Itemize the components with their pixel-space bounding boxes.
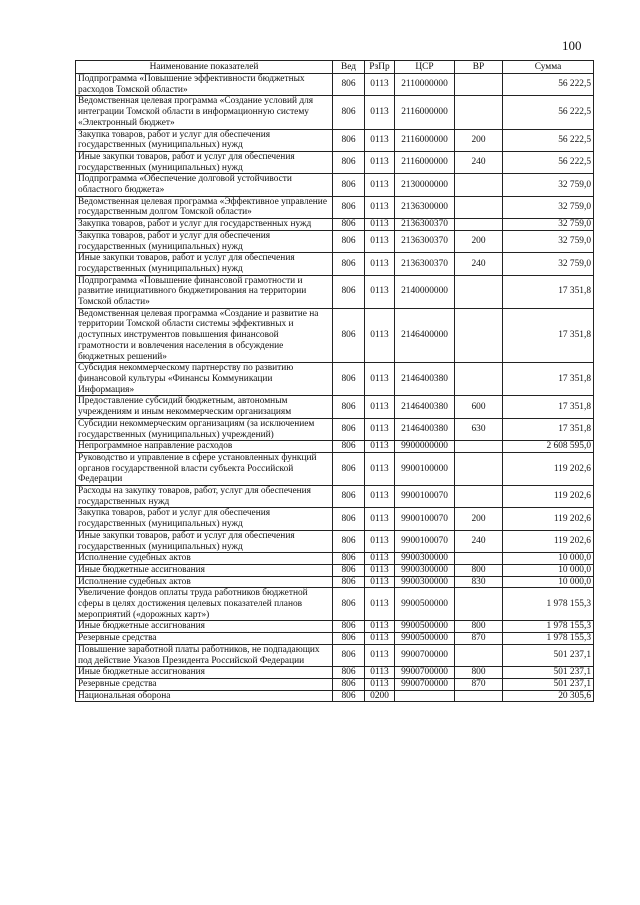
row-name-cell: Руководство и управление в сфере установленных функций органов государственной власти субъекта Российской Федерации	[76, 452, 333, 485]
row-vr-cell	[455, 441, 503, 453]
row-name-cell: Подпрограмма «Повышение эффективности бюджетных расходов Томской области»	[76, 74, 333, 96]
row-ved-cell: 806	[333, 129, 365, 151]
table-row	[76, 588, 594, 621]
header-rzpr: РзПр	[365, 61, 395, 74]
row-vr-cell	[455, 452, 503, 485]
row-vr-cell	[455, 174, 503, 196]
row-ved-cell: 806	[333, 553, 365, 565]
row-rzpr-cell: 0113	[365, 486, 395, 508]
row-name-cell: Ведомственная целевая программа «Эффективное управление государственным долгом Томской области»	[76, 196, 333, 218]
row-name-cell: Субсидии некоммерческим организациям (за исключением государственных (муниципальных) учреждений)	[76, 418, 333, 440]
row-csr-cell: 2136300000	[395, 196, 455, 218]
row-sum-cell: 501 237,1	[503, 644, 594, 666]
row-vr-cell: 200	[455, 129, 503, 151]
header-sum: Сумма	[503, 61, 594, 74]
row-vr-cell: 200	[455, 508, 503, 530]
row-name-cell: Увеличение фондов оплаты труда работников бюджетной сферы в целях достижения целевых показателей планов мероприятий («дорожных карт»)	[76, 588, 333, 621]
row-rzpr-cell: 0113	[365, 452, 395, 485]
table-row	[76, 530, 594, 552]
row-ved-cell: 806	[333, 690, 365, 702]
row-name-cell: Подпрограмма «Обеспечение долговой устойчивости областного бюджета»	[76, 174, 333, 196]
page-number: 100	[562, 38, 582, 53]
row-sum-cell: 17 351,8	[503, 308, 594, 363]
row-sum-cell: 10 000,0	[503, 576, 594, 588]
row-rzpr-cell: 0113	[365, 678, 395, 690]
table-row	[76, 74, 594, 96]
row-ved-cell: 806	[333, 74, 365, 96]
row-ved-cell: 806	[333, 530, 365, 552]
row-csr-cell: 2116000000	[395, 96, 455, 129]
row-sum-cell: 17 351,8	[503, 363, 594, 396]
row-sum-cell: 1 978 155,3	[503, 621, 594, 633]
row-rzpr-cell: 0113	[365, 253, 395, 275]
row-ved-cell: 806	[333, 441, 365, 453]
row-csr-cell: 9900100070	[395, 486, 455, 508]
row-rzpr-cell: 0113	[365, 553, 395, 565]
row-csr-cell: 9900500000	[395, 588, 455, 621]
row-csr-cell: 9900100070	[395, 530, 455, 552]
row-sum-cell: 1 978 155,3	[503, 588, 594, 621]
row-csr-cell: 9900300000	[395, 553, 455, 565]
table-row	[76, 644, 594, 666]
row-ved-cell: 806	[333, 644, 365, 666]
row-name-cell: Иные закупки товаров, работ и услуг для обеспечения государственных (муниципальных) нужд	[76, 151, 333, 173]
row-vr-cell: 600	[455, 396, 503, 418]
row-vr-cell	[455, 553, 503, 565]
row-csr-cell: 9900100000	[395, 452, 455, 485]
row-sum-cell: 119 202,6	[503, 508, 594, 530]
row-name-cell: Ведомственная целевая программа «Создание условий для интеграции Томской области в информационную систему «Электронный бюджет»	[76, 96, 333, 129]
row-sum-cell: 32 759,0	[503, 253, 594, 275]
row-ved-cell: 806	[333, 667, 365, 679]
row-vr-cell: 830	[455, 576, 503, 588]
row-csr-cell: 9900000000	[395, 441, 455, 453]
row-sum-cell: 32 759,0	[503, 219, 594, 231]
row-vr-cell	[455, 644, 503, 666]
row-csr-cell: 2136300370	[395, 230, 455, 252]
row-rzpr-cell: 0113	[365, 644, 395, 666]
table-row	[76, 219, 594, 231]
row-vr-cell: 870	[455, 633, 503, 645]
row-ved-cell: 806	[333, 253, 365, 275]
row-vr-cell: 800	[455, 667, 503, 679]
row-ved-cell: 806	[333, 308, 365, 363]
row-sum-cell: 56 222,5	[503, 151, 594, 173]
row-csr-cell: 2110000000	[395, 74, 455, 96]
row-csr-cell: 2140000000	[395, 275, 455, 308]
row-vr-cell: 800	[455, 564, 503, 576]
row-vr-cell	[455, 363, 503, 396]
table-row	[76, 441, 594, 453]
table-row	[76, 486, 594, 508]
budget-table	[75, 60, 594, 702]
table-row	[76, 690, 594, 702]
row-sum-cell: 119 202,6	[503, 530, 594, 552]
row-sum-cell: 501 237,1	[503, 667, 594, 679]
row-vr-cell	[455, 275, 503, 308]
row-rzpr-cell: 0113	[365, 275, 395, 308]
row-rzpr-cell: 0113	[365, 174, 395, 196]
row-csr-cell: 2136300370	[395, 219, 455, 231]
row-sum-cell: 32 759,0	[503, 230, 594, 252]
row-csr-cell	[395, 690, 455, 702]
table-row	[76, 452, 594, 485]
row-rzpr-cell: 0113	[365, 196, 395, 218]
row-csr-cell: 9900700000	[395, 667, 455, 679]
row-vr-cell: 870	[455, 678, 503, 690]
row-csr-cell: 2136300370	[395, 253, 455, 275]
row-rzpr-cell: 0113	[365, 441, 395, 453]
table-row	[76, 633, 594, 645]
row-rzpr-cell: 0200	[365, 690, 395, 702]
row-csr-cell: 9900500000	[395, 633, 455, 645]
row-rzpr-cell: 0113	[365, 151, 395, 173]
table-row	[76, 253, 594, 275]
table-row	[76, 230, 594, 252]
row-csr-cell: 2146400380	[395, 363, 455, 396]
row-name-cell: Непрограммное направление расходов	[76, 441, 333, 453]
header-vr: ВР	[455, 61, 503, 74]
row-sum-cell: 17 351,8	[503, 275, 594, 308]
table-row	[76, 129, 594, 151]
table-row	[76, 508, 594, 530]
header-name: Наименование показателей	[76, 61, 333, 74]
row-sum-cell: 501 237,1	[503, 678, 594, 690]
row-rzpr-cell: 0113	[365, 363, 395, 396]
row-rzpr-cell: 0113	[365, 230, 395, 252]
row-name-cell: Закупка товаров, работ и услуг для обеспечения государственных (муниципальных) нужд	[76, 129, 333, 151]
row-ved-cell: 806	[333, 508, 365, 530]
row-rzpr-cell: 0113	[365, 96, 395, 129]
row-ved-cell: 806	[333, 588, 365, 621]
row-ved-cell: 806	[333, 621, 365, 633]
row-ved-cell: 806	[333, 564, 365, 576]
row-name-cell: Предоставление субсидий бюджетным, автономным учреждениям и иным некоммерческим организациям	[76, 396, 333, 418]
header-ved: Вед	[333, 61, 365, 74]
row-name-cell: Закупка товаров, работ и услуг для обеспечения государственных (муниципальных) нужд	[76, 230, 333, 252]
row-sum-cell: 32 759,0	[503, 196, 594, 218]
row-rzpr-cell: 0113	[365, 308, 395, 363]
row-csr-cell: 2116000000	[395, 151, 455, 173]
row-ved-cell: 806	[333, 396, 365, 418]
row-vr-cell	[455, 96, 503, 129]
row-sum-cell: 20 305,6	[503, 690, 594, 702]
row-rzpr-cell: 0113	[365, 576, 395, 588]
row-name-cell: Подпрограмма «Повышение финансовой грамотности и развитие инициативного бюджетирования на территории Томской области»	[76, 275, 333, 308]
row-csr-cell: 2146400000	[395, 308, 455, 363]
row-csr-cell: 2116000000	[395, 129, 455, 151]
row-ved-cell: 806	[333, 219, 365, 231]
table-row	[76, 96, 594, 129]
row-ved-cell: 806	[333, 96, 365, 129]
table-row	[76, 151, 594, 173]
row-name-cell: Исполнение судебных актов	[76, 553, 333, 565]
table-row	[76, 621, 594, 633]
row-ved-cell: 806	[333, 418, 365, 440]
row-name-cell: Повышение заработной платы работников, не подпадающих под действие Указов Президента Российской Федерации	[76, 644, 333, 666]
row-ved-cell: 806	[333, 633, 365, 645]
row-sum-cell: 2 608 595,0	[503, 441, 594, 453]
row-name-cell: Резервные средства	[76, 633, 333, 645]
row-vr-cell: 240	[455, 253, 503, 275]
row-ved-cell: 806	[333, 174, 365, 196]
row-name-cell: Закупка товаров, работ и услуг для обеспечения государственных (муниципальных) нужд	[76, 508, 333, 530]
table-row	[76, 275, 594, 308]
row-rzpr-cell: 0113	[365, 564, 395, 576]
row-vr-cell	[455, 486, 503, 508]
row-name-cell: Резервные средства	[76, 678, 333, 690]
row-vr-cell: 800	[455, 621, 503, 633]
row-rzpr-cell: 0113	[365, 508, 395, 530]
row-sum-cell: 32 759,0	[503, 174, 594, 196]
row-rzpr-cell: 0113	[365, 530, 395, 552]
row-ved-cell: 806	[333, 678, 365, 690]
row-sum-cell: 10 000,0	[503, 553, 594, 565]
row-vr-cell	[455, 219, 503, 231]
row-vr-cell: 200	[455, 230, 503, 252]
row-name-cell: Национальная оборона	[76, 690, 333, 702]
row-name-cell: Иные бюджетные ассигнования	[76, 667, 333, 679]
row-name-cell: Иные закупки товаров, работ и услуг для обеспечения государственных (муниципальных) нужд	[76, 253, 333, 275]
row-csr-cell: 9900100070	[395, 508, 455, 530]
row-csr-cell: 9900300000	[395, 576, 455, 588]
table-row	[76, 363, 594, 396]
row-sum-cell: 17 351,8	[503, 396, 594, 418]
row-vr-cell: 240	[455, 530, 503, 552]
row-rzpr-cell: 0113	[365, 588, 395, 621]
row-csr-cell: 2130000000	[395, 174, 455, 196]
table-row	[76, 553, 594, 565]
row-vr-cell	[455, 74, 503, 96]
row-vr-cell	[455, 588, 503, 621]
row-ved-cell: 806	[333, 230, 365, 252]
row-rzpr-cell: 0113	[365, 621, 395, 633]
row-sum-cell: 56 222,5	[503, 129, 594, 151]
row-rzpr-cell: 0113	[365, 396, 395, 418]
row-csr-cell: 9900700000	[395, 678, 455, 690]
row-rzpr-cell: 0113	[365, 219, 395, 231]
row-vr-cell	[455, 308, 503, 363]
row-ved-cell: 806	[333, 363, 365, 396]
row-rzpr-cell: 0113	[365, 418, 395, 440]
row-rzpr-cell: 0113	[365, 74, 395, 96]
row-csr-cell: 9900500000	[395, 621, 455, 633]
row-ved-cell: 806	[333, 196, 365, 218]
row-vr-cell	[455, 690, 503, 702]
table-row	[76, 678, 594, 690]
table-row	[76, 564, 594, 576]
row-ved-cell: 806	[333, 486, 365, 508]
header-csr: ЦСР	[395, 61, 455, 74]
table-row	[76, 667, 594, 679]
row-sum-cell: 56 222,5	[503, 74, 594, 96]
row-ved-cell: 806	[333, 151, 365, 173]
row-csr-cell: 9900700000	[395, 644, 455, 666]
row-sum-cell: 1 978 155,3	[503, 633, 594, 645]
row-name-cell: Иные бюджетные ассигнования	[76, 621, 333, 633]
table-header-row	[76, 61, 594, 74]
row-name-cell: Иные бюджетные ассигнования	[76, 564, 333, 576]
row-csr-cell: 2146400380	[395, 396, 455, 418]
table-row	[76, 576, 594, 588]
row-name-cell: Расходы на закупку товаров, работ, услуг для обеспечения государственных нужд	[76, 486, 333, 508]
row-name-cell: Исполнение судебных актов	[76, 576, 333, 588]
row-rzpr-cell: 0113	[365, 667, 395, 679]
row-ved-cell: 806	[333, 452, 365, 485]
row-sum-cell: 119 202,6	[503, 486, 594, 508]
row-ved-cell: 806	[333, 576, 365, 588]
row-rzpr-cell: 0113	[365, 633, 395, 645]
row-sum-cell: 17 351,8	[503, 418, 594, 440]
row-ved-cell: 806	[333, 275, 365, 308]
row-vr-cell: 630	[455, 418, 503, 440]
row-sum-cell: 10 000,0	[503, 564, 594, 576]
row-vr-cell	[455, 196, 503, 218]
table-row	[76, 418, 594, 440]
row-rzpr-cell: 0113	[365, 129, 395, 151]
row-name-cell: Иные закупки товаров, работ и услуг для обеспечения государственных (муниципальных) нужд	[76, 530, 333, 552]
row-csr-cell: 2146400380	[395, 418, 455, 440]
row-vr-cell: 240	[455, 151, 503, 173]
row-name-cell: Субсидия некоммерческому партнерству по развитию финансовой культуры «Финансы Коммуникации Информация»	[76, 363, 333, 396]
row-name-cell: Ведомственная целевая программа «Создание и развитие на территории Томской области системы эффективных и доступных инструментов повышения финансовой грамотности и вовлечения населения в обсуждение бюджетных решений»	[76, 308, 333, 363]
row-csr-cell: 9900300000	[395, 564, 455, 576]
table-row	[76, 396, 594, 418]
table-row	[76, 308, 594, 363]
row-sum-cell: 56 222,5	[503, 96, 594, 129]
table-row	[76, 196, 594, 218]
row-name-cell: Закупка товаров, работ и услуг для государственных нужд	[76, 219, 333, 231]
row-sum-cell: 119 202,6	[503, 452, 594, 485]
table-row	[76, 174, 594, 196]
